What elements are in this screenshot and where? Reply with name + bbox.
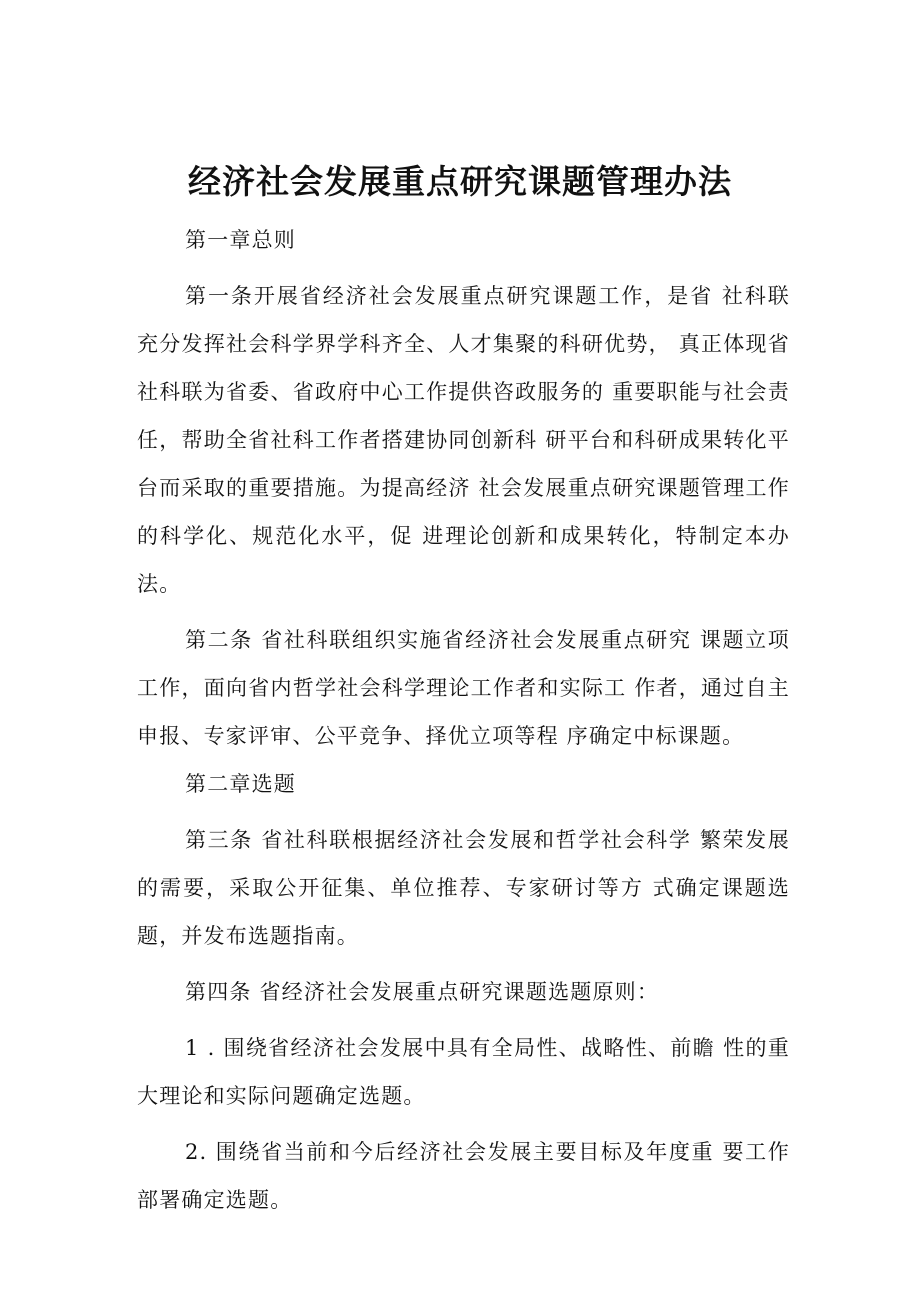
document-body [137, 216, 790, 1224]
article-1: 第一条开展省经济社会发展重点研究课题工作，是省 社科联充分发挥社会科学界学科齐全、人才集聚的科研优势， 真正体现省社科联为省委、省政府中心工作提供咨政服务的 重要职能与社会责任，帮助全省社科工作者搭建协同创新科 研平台和科研成果转化平台而采取的重要措施。为提高经济 社会发展重点研究课题管理工作的科学化、规范化水平，促 进理论创新和成果转化，特制定本办法。 [137, 284, 790, 596]
article-3: 第三条 省社科联根据经济社会发展和哲学社会科学 繁荣发展的需要，采取公开征集、单位推荐、专家研讨等方 式确定课题选题，并发布选题指南。 [137, 828, 790, 948]
selection-principle-1: 1 . 围绕省经济社会发展中具有全局性、战略性、前瞻 性的重大理论和实际问题确定选题。 [137, 1036, 790, 1108]
chapter-heading-general: 第一章总则 [185, 228, 296, 252]
article-2: 第二条 省社科联组织实施省经济社会发展重点研究 课题立项工作，面向省内哲学社会科学理论工作者和实际工 作者，通过自主申报、专家评审、公平竞争、择优立项等程 序确定中标课题。 [137, 628, 790, 748]
article-4: 第四条 省经济社会发展重点研究课题选题原则： [185, 980, 660, 1004]
document-title: 经济社会发展重点研究课题管理办法 [188, 162, 732, 202]
selection-principle-2: 2. 围绕省当前和今后经济社会发展主要目标及年度重 要工作部署确定选题。 [137, 1140, 790, 1212]
chapter-heading-topic-selection: 第二章选题 [185, 772, 296, 796]
